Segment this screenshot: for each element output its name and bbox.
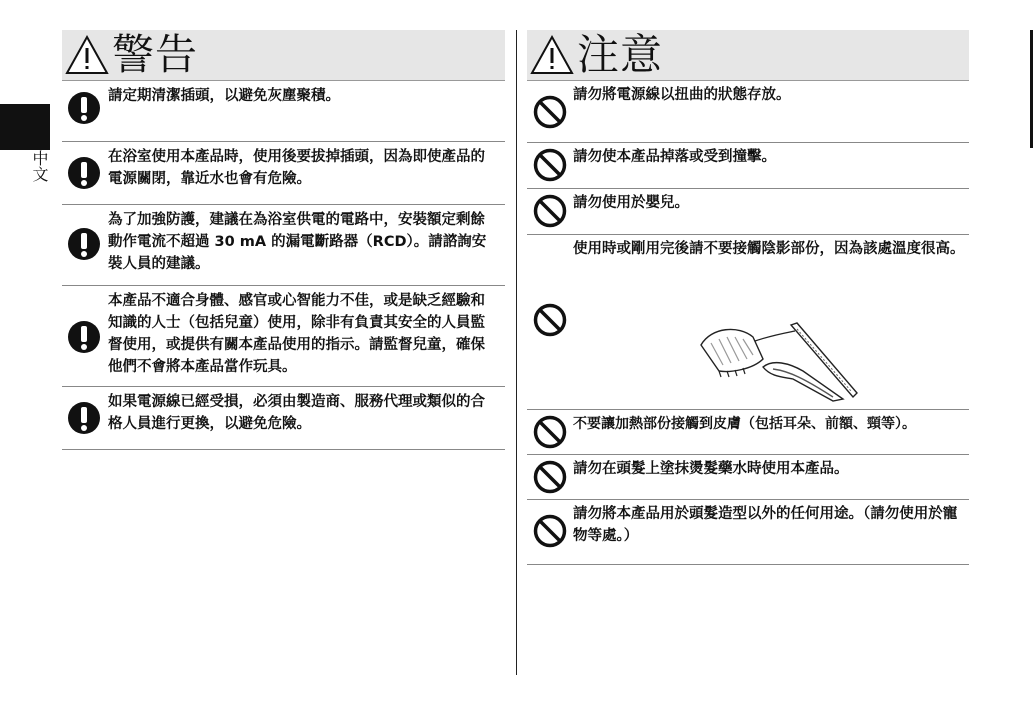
prohibition-icon — [533, 148, 567, 182]
prohibition-icon — [533, 415, 567, 449]
caution-title: 注意 — [577, 30, 664, 79]
caution-header — [527, 30, 969, 81]
caution-text: 使用時或剛用完後請不要接觸陰影部份，因為該處溫度很高。 — [573, 241, 965, 257]
warning-text: 在浴室使用本產品時，使用後要拔掉插頭，因為即使產品的電源關閉，靠近水也會有危險。 — [108, 149, 485, 187]
prohibition-icon — [533, 460, 567, 494]
language-label: 中文 — [30, 150, 49, 182]
caution-text: 請勿將電源線以扭曲的狀態存放。 — [573, 87, 791, 103]
caution-item — [527, 410, 969, 455]
hair-iron-illustration — [693, 307, 861, 403]
caution-item — [527, 455, 969, 500]
caution-item — [527, 500, 969, 565]
caution-text: 不要讓加熱部份接觸到皮膚（包括耳朵、前額、頸等）。 — [573, 416, 916, 432]
caution-section — [527, 30, 969, 565]
exclamation-icon — [68, 401, 100, 435]
column-divider — [516, 30, 517, 675]
prohibition-icon — [533, 95, 567, 129]
language-tab — [0, 104, 50, 150]
warning-triangle-icon — [64, 33, 110, 77]
caution-item — [527, 189, 969, 235]
warning-item — [62, 286, 505, 387]
caution-text: 請勿使用於嬰兒。 — [573, 195, 689, 211]
warning-item — [62, 205, 505, 286]
warning-header — [62, 30, 505, 81]
prohibition-icon — [533, 194, 567, 228]
warning-text: 本產品不適合身體、感官或心智能力不佳，或是缺乏經驗和知識的人士（包括兒童）使用，除非有負責其安全的人員監督使用，或提供有關本產品使用的指示。請監督兒童，確保他們不會將本產品當作玩具。 — [108, 293, 485, 375]
warning-text: 為了加強防護，建議在為浴室供電的電路中，安裝額定剩餘動作電流不超過 30 mA 的漏電斷路器（RCD）。請諮詢安裝人員的建議。 — [108, 212, 487, 272]
caution-text: 請勿在頭髮上塗抹燙髮藥水時使用本產品。 — [573, 461, 849, 477]
warning-text: 如果電源線已經受損，必須由製造商、服務代理或類似的合格人員進行更換，以避免危險。 — [108, 394, 485, 432]
caution-item — [527, 143, 969, 189]
caution-text: 請勿使本產品掉落或受到撞擊。 — [573, 149, 776, 165]
exclamation-icon — [68, 156, 100, 190]
warning-item — [62, 142, 505, 205]
caution-text: 請勿將本產品用於頭髮造型以外的任何用途。（請勿使用於寵物等處。） — [573, 506, 958, 544]
caution-item — [527, 81, 969, 143]
prohibition-icon — [533, 303, 567, 337]
exclamation-icon — [68, 320, 100, 354]
exclamation-icon — [68, 91, 100, 125]
warning-title: 警告 — [112, 30, 199, 79]
prohibition-icon — [533, 514, 567, 548]
warning-item — [62, 387, 505, 450]
warning-item — [62, 81, 505, 142]
exclamation-icon — [68, 227, 100, 261]
warning-section — [62, 30, 505, 450]
warning-triangle-icon — [529, 33, 575, 77]
caution-item — [527, 235, 969, 410]
warning-text: 請定期清潔插頭，以避免灰塵聚積。 — [108, 88, 340, 104]
